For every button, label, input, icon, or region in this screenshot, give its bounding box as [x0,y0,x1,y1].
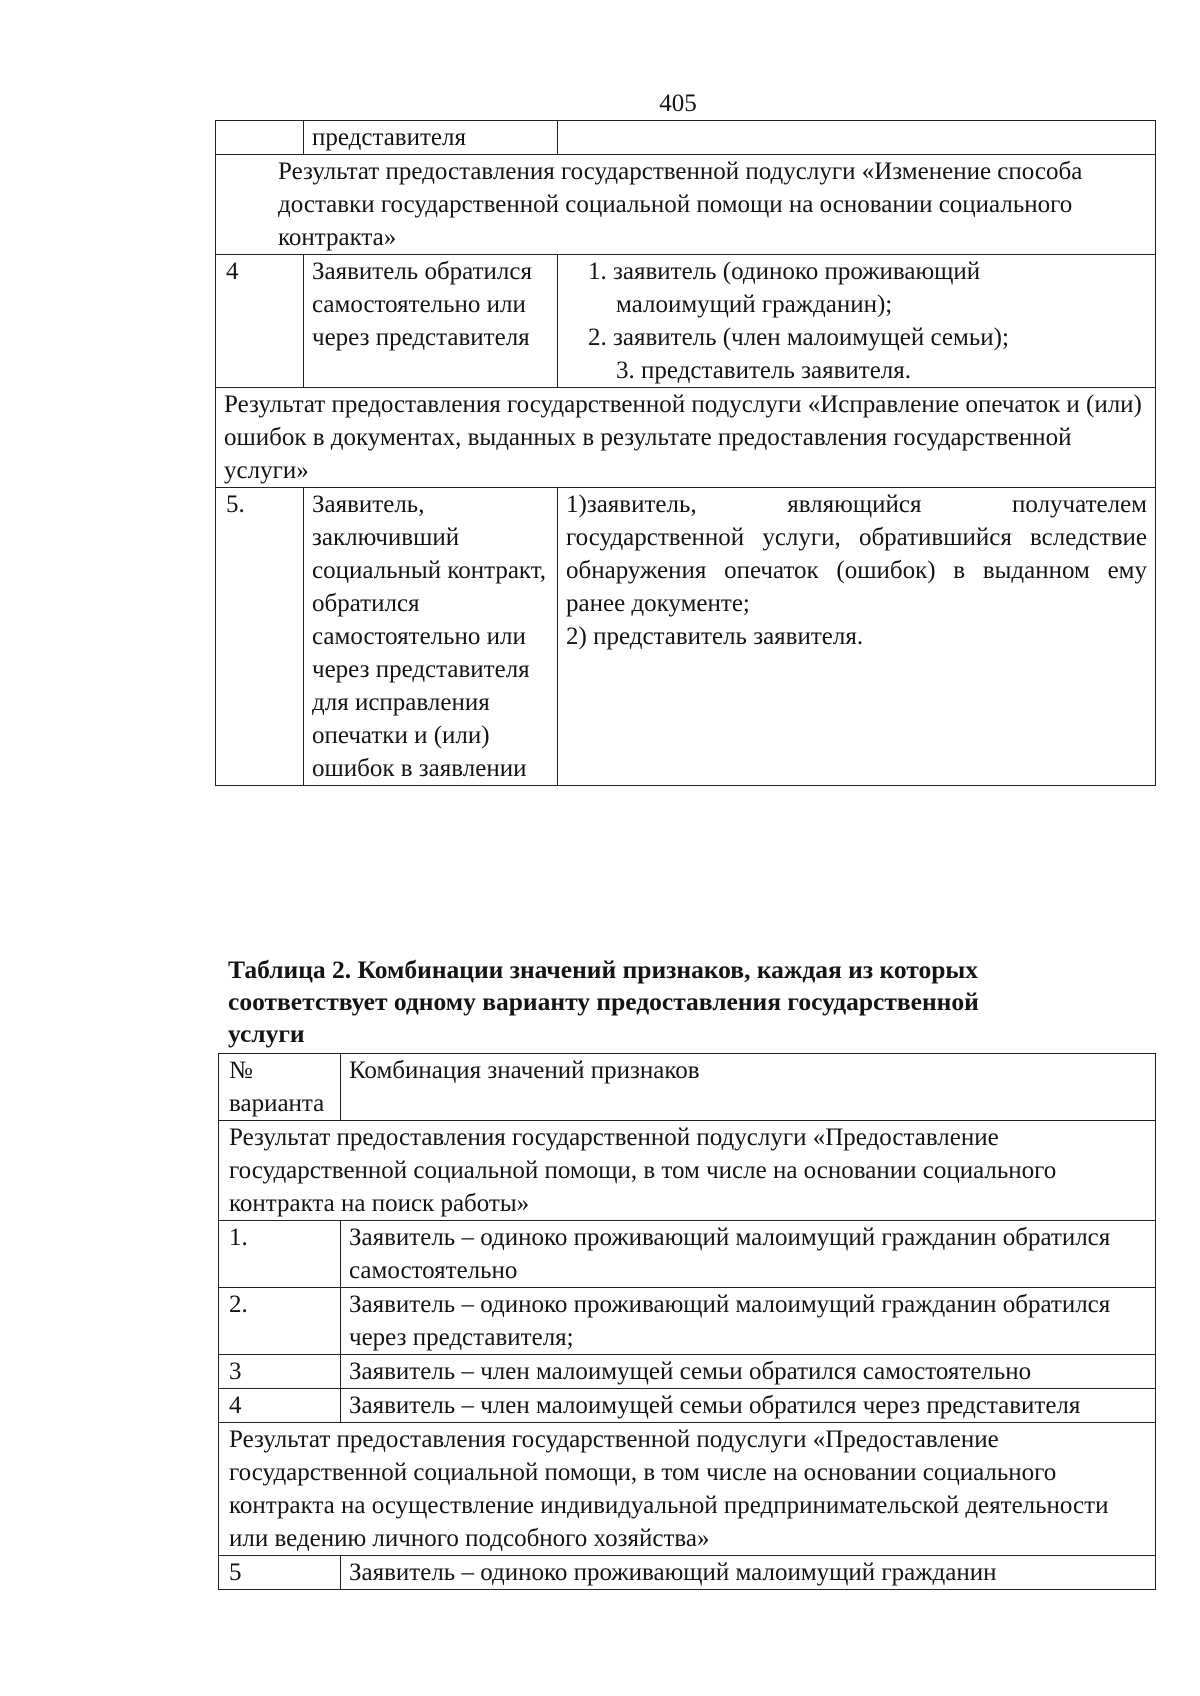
list-item: малоимущий гражданин); [616,291,893,318]
variant-number: 2. [219,1288,341,1355]
row-number-cell [216,121,304,155]
combination-text: Заявитель – одиноко проживающий малоимущий гражданин обратился самостоятельно [341,1221,1156,1288]
table-2-caption [228,954,1128,1050]
variant-number: 5 [219,1556,341,1590]
table-row [216,255,1156,388]
page-number: 405 [659,90,697,117]
section-heading-1: Результат предоставления государственной подуслуги «Предоставление государственной социальной помощи, в том числе на основании социального контракта на поиск работы» [219,1121,1156,1221]
table-row [219,1556,1156,1590]
variant-number: 1. [219,1221,341,1288]
row-number-cell: 5. [216,488,304,786]
section-row [216,155,1156,255]
table-row [219,1389,1156,1423]
details-cell [558,255,1156,388]
caption-line: соответствует одному варианту предоставления государственной [228,987,979,1016]
combination-text: Заявитель – одиноко проживающий малоимущий гражданин [341,1556,1156,1590]
details-cell [558,121,1156,155]
detail-item: 1)заявитель, являющийся получателем государственной услуги, обратившийся вследствие обнаружения опечаток (ошибок) в выданном ему ранее документе; [566,491,1147,617]
section-heading-izmenenie: Результат предоставления государственной подуслуги «Изменение способа доставки государственной социальной помощи на основании социального контракта» [216,155,1156,255]
details-cell [558,488,1156,786]
combination-header: Комбинация значений признаков [341,1054,1156,1121]
list-item: 2. заявитель (член малоимущей семьи); [588,324,1009,351]
section-heading-2: Результат предоставления государственной подуслуги «Предоставление государственной социальной помощи, в том числе на основании социального контракта на осуществление индивидуальной предпринимательской деятельности или ведению личного подсобного хозяйства» [219,1423,1156,1556]
header-row [219,1054,1156,1121]
section-heading-ispravlenie: Результат предоставления государственной подуслуги «Исправление опечаток и (или) ошибок в документах, выданных в результате предоставления государственной услуги» [216,388,1156,488]
list-item: 1. заявитель (одиноко проживающий [588,258,981,285]
combination-text: Заявитель – член малоимущей семьи обратился самостоятельно [341,1355,1156,1389]
combination-text: Заявитель – одиноко проживающий малоимущий гражданин обратился через представителя; [341,1288,1156,1355]
list-item: 3. представитель заявителя. [616,357,912,384]
table-2 [218,1053,1156,1590]
section-row [219,1423,1156,1556]
applicant-cell: Заявитель, заключивший социальный контракт, обратился самостоятельно или через представителя для исправления опечатки и (или) ошибок в заявлении [304,488,558,786]
applicant-cell: Заявитель обратился самостоятельно или через представителя [304,255,558,388]
detail-item: 2) представитель заявителя. [566,623,864,650]
variant-number-header: № варианта [219,1054,341,1121]
table-row [219,1355,1156,1389]
table-row [216,121,1156,155]
variant-number: 4 [219,1389,341,1423]
table-1 [215,120,1156,786]
section-row [216,388,1156,488]
caption-line: Таблица 2. Комбинации значений признаков, каждая из которых [228,955,979,984]
section-row [219,1121,1156,1221]
row-number-cell: 4 [216,255,304,388]
table-row [219,1221,1156,1288]
table-row [216,488,1156,786]
variant-number: 3 [219,1355,341,1389]
applicant-cell: представителя [304,121,558,155]
caption-line: услуги [228,1019,305,1048]
combination-text: Заявитель – член малоимущей семьи обратился через представителя [341,1389,1156,1423]
table-row [219,1288,1156,1355]
